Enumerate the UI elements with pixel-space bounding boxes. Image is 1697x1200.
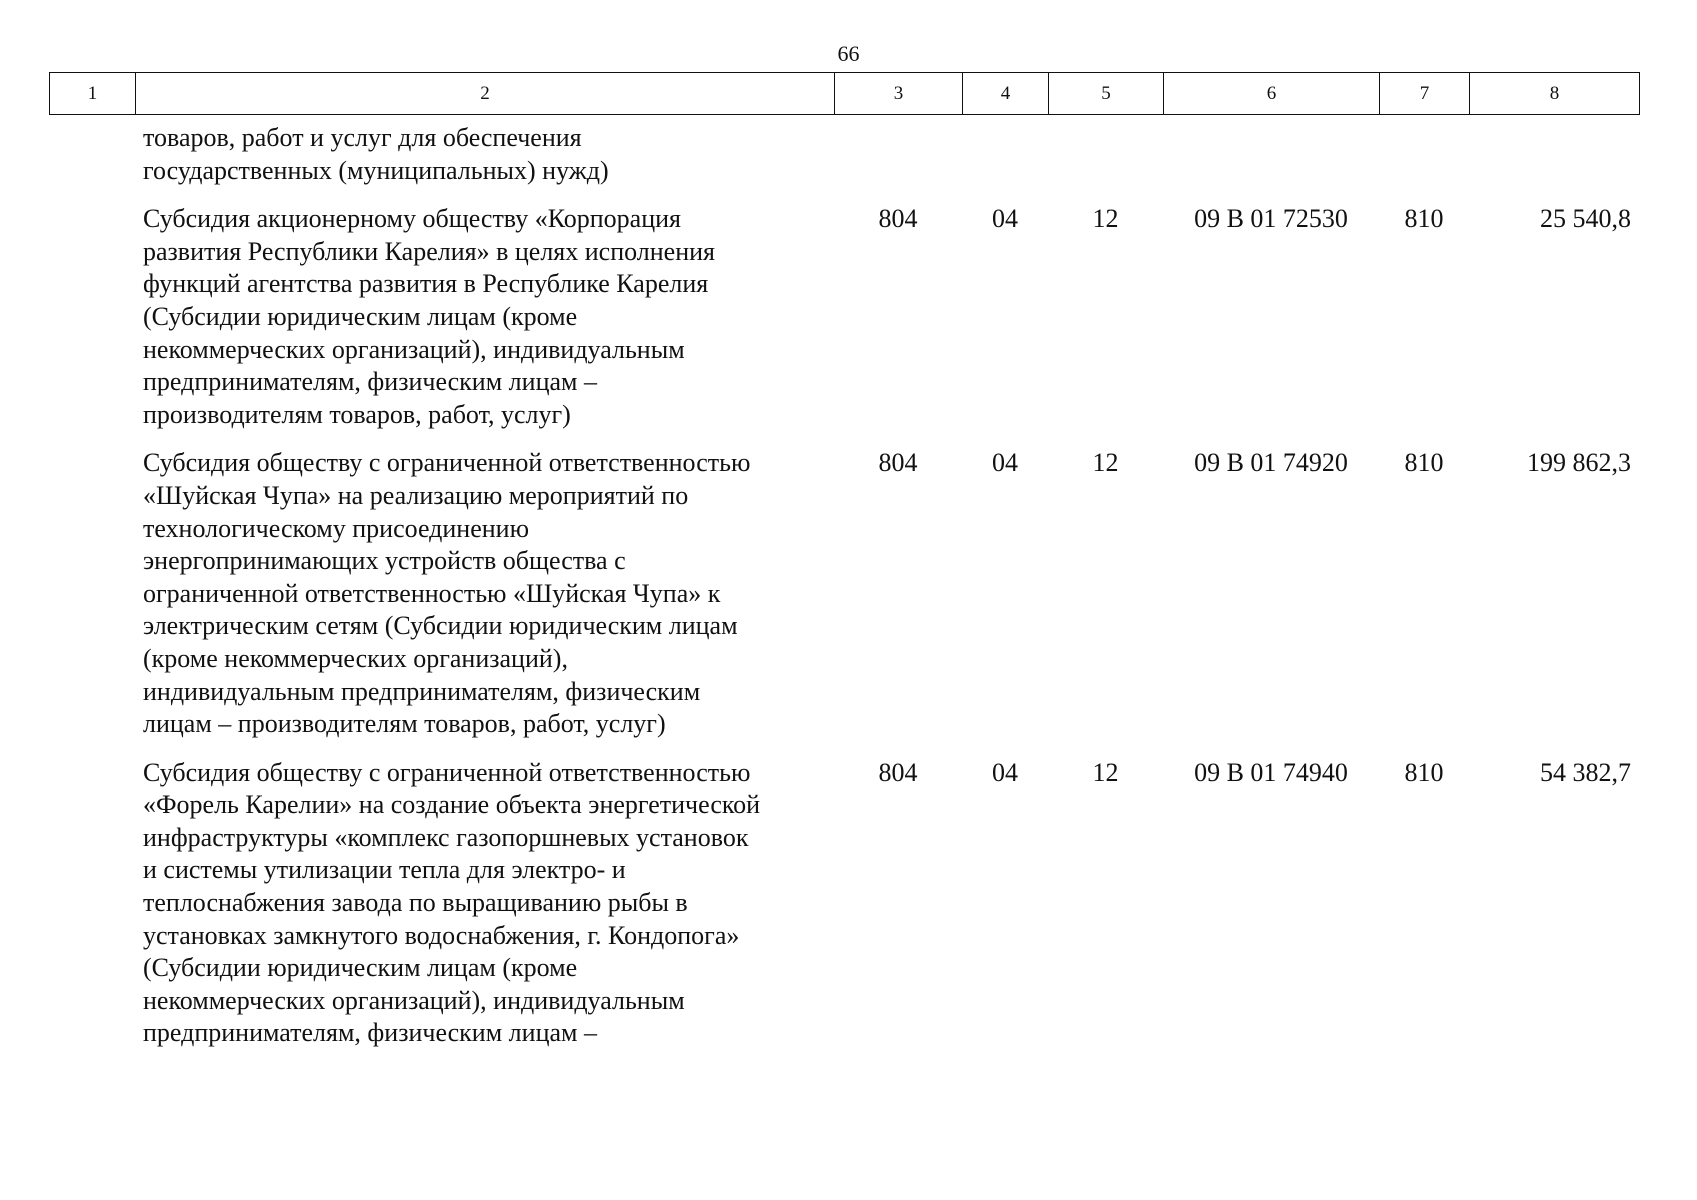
description-line: инфраструктуры «комплекс газопоршневых установок xyxy=(143,822,749,852)
cell-section: 04 xyxy=(992,204,1018,234)
cell-subsection: 12 xyxy=(1092,204,1119,234)
description-line: и системы утилизации тепла для электро- и xyxy=(143,855,626,885)
cell-expense-type: 810 xyxy=(1404,204,1444,234)
description-line: производителям товаров, работ, услуг) xyxy=(143,399,571,429)
table-row xyxy=(0,447,1697,740)
column-header-2: 2 xyxy=(136,73,835,115)
table-row xyxy=(0,203,1697,431)
cell-section: 04 xyxy=(992,757,1018,787)
description-line: государственных (муниципальных) нужд) xyxy=(143,155,609,185)
description-line: энергопринимающих устройств общества с xyxy=(143,546,626,576)
row-description xyxy=(143,122,833,187)
description-line: предпринимателям, физическим лицам – xyxy=(143,1018,597,1048)
cell-target-article: 09 В 01 72530 xyxy=(1194,204,1348,234)
row-description xyxy=(143,203,833,431)
description-line: (Субсидии юридическим лицам (кроме xyxy=(143,953,578,983)
description-line: «Шуйская Чупа» на реализацию мероприятий по xyxy=(143,480,689,510)
cell-ministry-code: 804 xyxy=(878,448,918,478)
description-line: лицам – производителям товаров, работ, услуг) xyxy=(143,709,666,739)
column-header-3: 3 xyxy=(835,73,963,115)
description-line: ограниченной ответственностью «Шуйская Чупа» к xyxy=(143,578,721,608)
description-line: Субсидия обществу с ограниченной ответственностью xyxy=(143,757,751,787)
row-description xyxy=(143,447,833,740)
cell-amount: 199 862,3 xyxy=(1527,448,1631,478)
description-line: некоммерческих организаций), индивидуальным xyxy=(143,334,685,364)
description-line: технологическому присоединению xyxy=(143,513,529,543)
description-line: индивидуальным предпринимателям, физическим xyxy=(143,676,701,706)
page-number: 66 xyxy=(837,41,860,66)
description-line: предпринимателям, физическим лицам – xyxy=(143,367,597,397)
column-header-7: 7 xyxy=(1380,73,1470,115)
description-line: товаров, работ и услуг для обеспечения xyxy=(143,123,582,152)
description-line: некоммерческих организаций), индивидуальным xyxy=(143,985,685,1015)
column-header-table xyxy=(49,72,1640,115)
cell-target-article: 09 В 01 74940 xyxy=(1194,757,1348,787)
column-header-row xyxy=(50,73,1640,115)
cell-amount: 25 540,8 xyxy=(1540,204,1631,234)
cell-ministry-code: 804 xyxy=(878,757,918,787)
description-line: (кроме некоммерческих организаций), xyxy=(143,643,568,673)
table-body xyxy=(0,122,1697,1066)
cell-subsection: 12 xyxy=(1092,757,1119,787)
description-line: Субсидия обществу с ограниченной ответственностью xyxy=(143,448,751,478)
description-line: функций агентства развития в Республике Карелия xyxy=(143,269,709,299)
table-row xyxy=(0,757,1697,1050)
column-header-4: 4 xyxy=(963,73,1049,115)
column-header-1: 1 xyxy=(50,73,136,115)
cell-expense-type: 810 xyxy=(1404,448,1444,478)
description-line: (Субсидии юридическим лицам (кроме xyxy=(143,301,578,331)
description-line: «Форель Карелии» на создание объекта энергетической xyxy=(143,790,761,820)
column-header-8: 8 xyxy=(1470,73,1640,115)
description-line: теплоснабжения завода по выращиванию рыбы в xyxy=(143,888,688,918)
column-header-6: 6 xyxy=(1164,73,1380,115)
cell-amount: 54 382,7 xyxy=(1540,757,1631,787)
description-line: развития Республики Карелия» в целях исполнения xyxy=(143,236,715,266)
description-line: Субсидия акционерному обществу «Корпорация xyxy=(143,204,681,234)
cell-target-article: 09 В 01 74920 xyxy=(1194,448,1348,478)
column-header-5: 5 xyxy=(1049,73,1164,115)
description-line: установках замкнутого водоснабжения, г. Кондопога» xyxy=(143,920,740,950)
row-description xyxy=(143,757,833,1050)
cell-subsection: 12 xyxy=(1092,448,1119,478)
description-line: электрическим сетям (Субсидии юридическим лицам xyxy=(143,611,738,641)
cell-ministry-code: 804 xyxy=(878,204,918,234)
table-row xyxy=(0,122,1697,187)
cell-expense-type: 810 xyxy=(1404,757,1444,787)
cell-section: 04 xyxy=(992,448,1018,478)
